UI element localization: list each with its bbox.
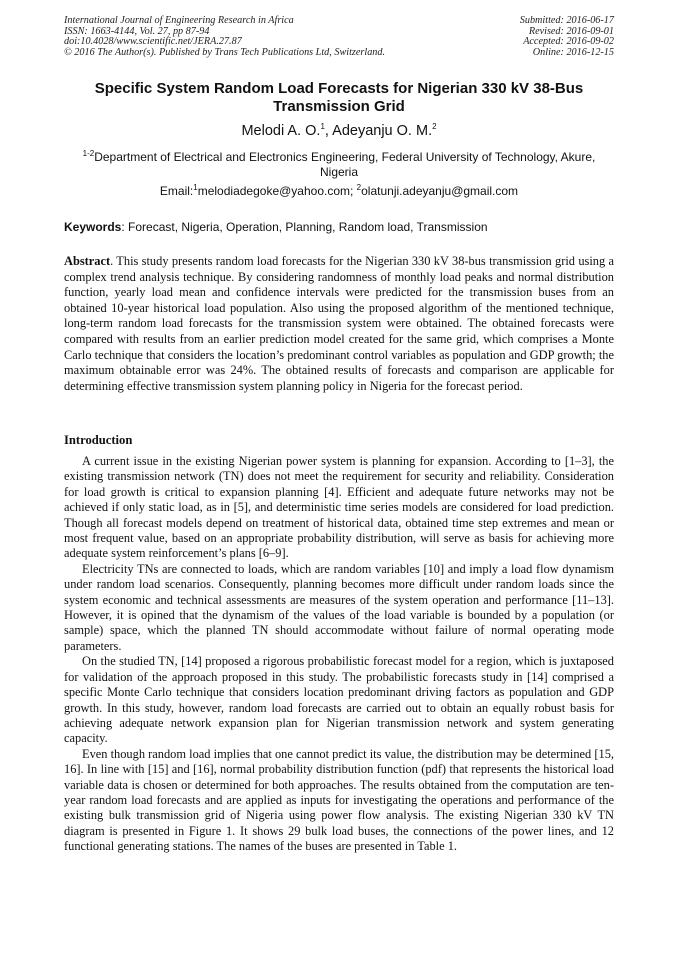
abstract-label: Abstract <box>64 254 111 268</box>
email-label: Email: <box>159 184 194 198</box>
submission-dates <box>520 16 614 59</box>
accepted-date: Accepted: 2016-09-02 <box>523 36 614 48</box>
paper-title-line2: Transmission Grid <box>273 98 405 115</box>
intro-paragraph-3: On the studied TN, [14] proposed a rigorous probabilistic forecast model for a region, which is juxtaposed for validation of the approach proposed in this study. The probabilistic forecasts study in [14] comprised a specific Monte Carlo technique that considers location predominant driving factors as population and GDP growth. In this study, however, random load forecasts are carried out to obtain an equally robust basis for achieving adequate network expansion plan for Nigerian transmission network and system generating capacity. <box>64 654 614 746</box>
keywords-label: Keywords <box>64 220 122 234</box>
email-1-mark: 1 <box>193 183 198 192</box>
author-1-affil-mark: 1 <box>320 122 325 132</box>
journal-info <box>64 16 385 59</box>
affiliation <box>64 150 614 180</box>
introduction-heading: Introduction <box>64 433 133 447</box>
intro-paragraph-4: Even though random load implies that one cannot predict its value, the distribution may be determined [15, 16]. In line with [15] and [16], normal probability distribution function (pdf) that represents the historical load variable data is chosen or determined for both approaches. The results obtained from the computation are ten-year random load forecasts and are applied as inputs for investigating the operations and performance of the existing bulk transmission grid of Nigeria using power flow analysis. The existing Nigerian 330 kV TN diagram is presented in Figure 1. It shows 29 bulk load buses, the connections of the power lines, and 12 functional generating stations. The names of the buses are presented in Table 1. <box>64 746 614 854</box>
journal-doi: doi:10.4028/www.scientific.net/JERA.27.87 <box>64 36 242 48</box>
author-emails <box>64 184 614 199</box>
author-separator: , <box>324 123 333 139</box>
author-2: Adeyanju O. M. <box>332 123 433 139</box>
email-2[interactable]: olatunji.adeyanju@gmail.com <box>361 184 519 198</box>
author-1: Melodi A. O. <box>241 123 321 139</box>
journal-name: International Journal of Engineering Research in Africa <box>64 15 294 26</box>
abstract <box>64 254 614 394</box>
affiliation-text: Department of Electrical and Electronics Engineering, Federal University of Technology, Akure, Nigeria <box>94 150 596 179</box>
abstract-text: . This study presents random load forecasts for the Nigerian 330 kV 38-bus transmission grid using a complex trend analysis technique. By considering randomness of monthly load peaks and normal distribution function, yearly load mean and confidence intervals were predicted for the transmission buses from an obtained 10-year historical load population. Also using the proposed algorithm of the mentioned technique, long-term random load forecasts for the transmission system were obtained. The obtained forecasts were compared with results from an earlier prediction model created for the same grid, which comprises a Monte Carlo technique that considers the location’s predominant control variables as population and GDP growth; the maximum obtainable error was 24%. The obtained results of forecasts and comparison are applicable for determining effective transmission system planning policy in Nigeria for the forecast period. <box>64 254 614 393</box>
author-list <box>64 122 614 140</box>
paper-title <box>64 80 614 116</box>
keywords <box>64 220 614 235</box>
author-2-affil-mark: 2 <box>432 122 437 132</box>
intro-paragraph-2: Electricity TNs are connected to loads, which are random variables [10] and imply a load flow dynamism under random load scenarios. Consequently, planning becomes more difficult under random loads since the system economic and technical assessments are measures of the system operation and performance [11–13]. However, it is opined that the dynamism of the values of the load variable is bounded by a population (or sample) space, which the planned TN should accommodate without failure of normal operating mode parameters. <box>64 561 614 653</box>
journal-issn: ISSN: 1663-4144, Vol. 27, pp 87-94 <box>64 25 210 37</box>
introduction-body <box>64 454 614 855</box>
email-2-mark: 2 <box>356 183 362 192</box>
paper-title-line1: Specific System Random Load Forecasts for Nigerian 330 kV 38-Bus <box>94 80 584 97</box>
intro-paragraph-1: A current issue in the existing Nigerian power system is planning for expansion. According to [1–3], the existing transmission network (TN) does not meet the requirement for security and reliability. Consideration for load growth is critical to expansion planning [4]. Efficient and adequate future networks may not be achieved if only static load, as in [5], and deterministic time series models are considered for load prediction. Though all forecast models depend on treatment of historical data, obtained time step extremes and mean or most frequent value, based on an appropriate probability distribution, will serve as basis for achieving more adequate system reinforcement’s plans [6–9]. <box>64 454 614 561</box>
journal-copyright: © 2016 The Author(s). Published by Trans Tech Publications Ltd, Switzerland. <box>64 47 386 59</box>
revised-date: Revised: 2016-09-01 <box>528 25 614 37</box>
keywords-text: : Forecast, Nigeria, Operation, Planning, Random load, Transmission <box>121 220 488 234</box>
affiliation-mark: 1-2 <box>82 149 95 158</box>
email-1[interactable]: melodiadegoke@yahoo.com; <box>197 184 357 198</box>
submitted-date: Submitted: 2016-06-17 <box>519 15 614 26</box>
online-date: Online: 2016-12-15 <box>532 47 614 59</box>
